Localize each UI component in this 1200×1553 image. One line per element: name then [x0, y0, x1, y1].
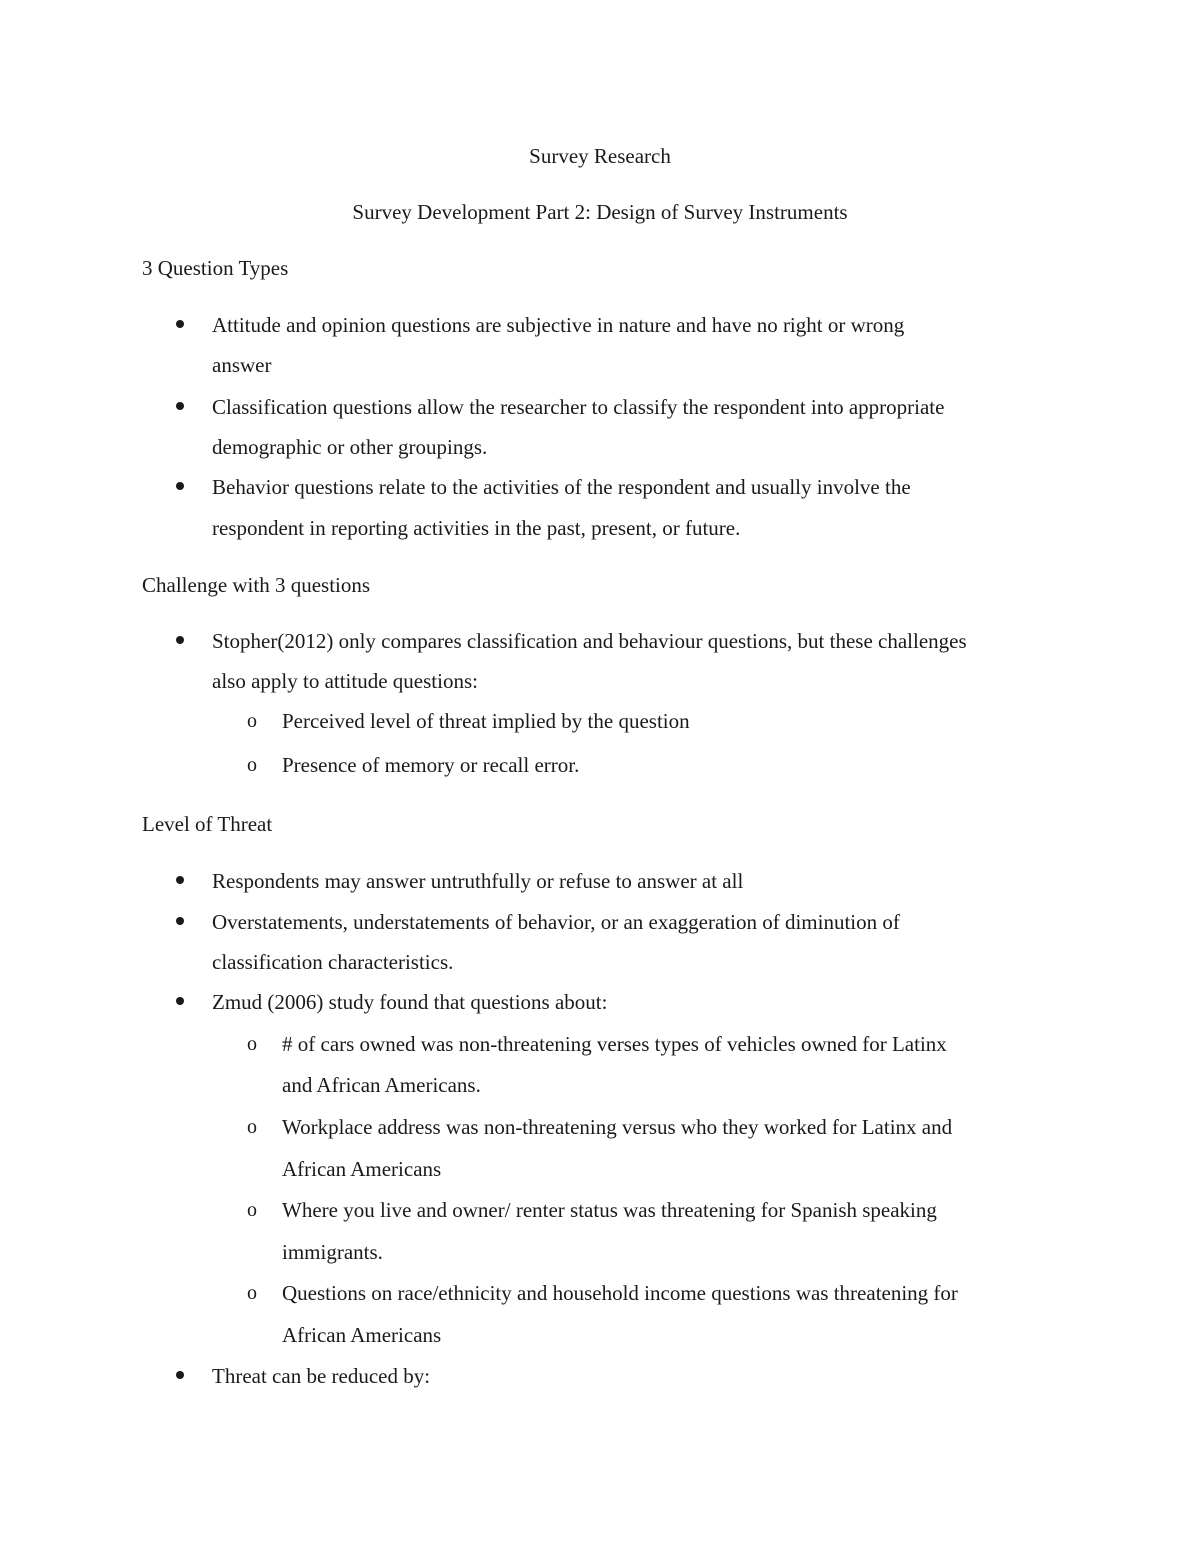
- sub-list-item: Perceived level of threat implied by the question: [282, 709, 690, 733]
- sub-bullet-icon: o: [247, 1116, 257, 1138]
- bullet-icon: [176, 997, 184, 1005]
- section-heading-threat: Level of Threat: [142, 812, 273, 836]
- sub-bullet-icon: o: [247, 1033, 257, 1055]
- list-item-continuation: also apply to attitude questions:: [212, 669, 478, 693]
- list-item-continuation: classification characteristics.: [212, 950, 454, 974]
- bullet-icon: [176, 482, 184, 490]
- sub-list-item: Questions on race/ethnicity and household income questions was threatening for: [282, 1281, 958, 1305]
- list-item: Attitude and opinion questions are subjective in nature and have no right or wrong: [212, 313, 905, 337]
- list-item: Overstatements, understatements of behavior, or an exaggeration of diminution of: [212, 910, 900, 934]
- sub-list-item-continuation: African Americans: [282, 1157, 442, 1181]
- sub-list-item-continuation: and African Americans.: [282, 1073, 481, 1097]
- bullet-icon: [176, 636, 184, 644]
- bullet-icon: [176, 402, 184, 410]
- bullet-icon: [176, 876, 184, 884]
- bullet-icon: [176, 917, 184, 925]
- list-item-continuation: answer: [212, 353, 272, 377]
- sub-list-item-continuation: immigrants.: [282, 1240, 383, 1264]
- sub-list-item-continuation: African Americans: [282, 1323, 442, 1347]
- section-heading-question-types: 3 Question Types: [142, 256, 289, 280]
- bullet-icon: [176, 320, 184, 328]
- list-item: Classification questions allow the researcher to classify the respondent into appropriate: [212, 395, 945, 419]
- sub-list-item: Workplace address was non-threatening versus who they worked for Latinx and: [282, 1115, 953, 1139]
- bullet-icon: [176, 1371, 184, 1379]
- list-item: Zmud (2006) study found that questions about:: [212, 990, 608, 1014]
- sub-bullet-icon: o: [247, 1282, 257, 1304]
- list-item: Behavior questions relate to the activities of the respondent and usually involve the: [212, 475, 911, 499]
- list-item: Threat can be reduced by:: [212, 1364, 431, 1388]
- section-heading-challenge: Challenge with 3 questions: [142, 573, 371, 597]
- sub-bullet-icon: o: [247, 710, 257, 732]
- sub-bullet-icon: o: [247, 1199, 257, 1221]
- sub-list-item: # of cars owned was non-threatening verses types of vehicles owned for Latinx: [282, 1032, 947, 1056]
- list-item-continuation: demographic or other groupings.: [212, 435, 488, 459]
- list-item: Respondents may answer untruthfully or refuse to answer at all: [212, 869, 744, 893]
- list-item-continuation: respondent in reporting activities in the past, present, or future.: [212, 516, 741, 540]
- sub-list-item: Where you live and owner/ renter status was threatening for Spanish speaking: [282, 1198, 937, 1222]
- sub-bullet-icon: o: [247, 754, 257, 776]
- sub-list-item: Presence of memory or recall error.: [282, 753, 580, 777]
- document-subtitle: Survey Development Part 2: Design of Survey Instruments: [352, 200, 848, 224]
- document-title: Survey Research: [529, 144, 671, 168]
- list-item: Stopher(2012) only compares classification and behaviour questions, but these challenges: [212, 629, 967, 653]
